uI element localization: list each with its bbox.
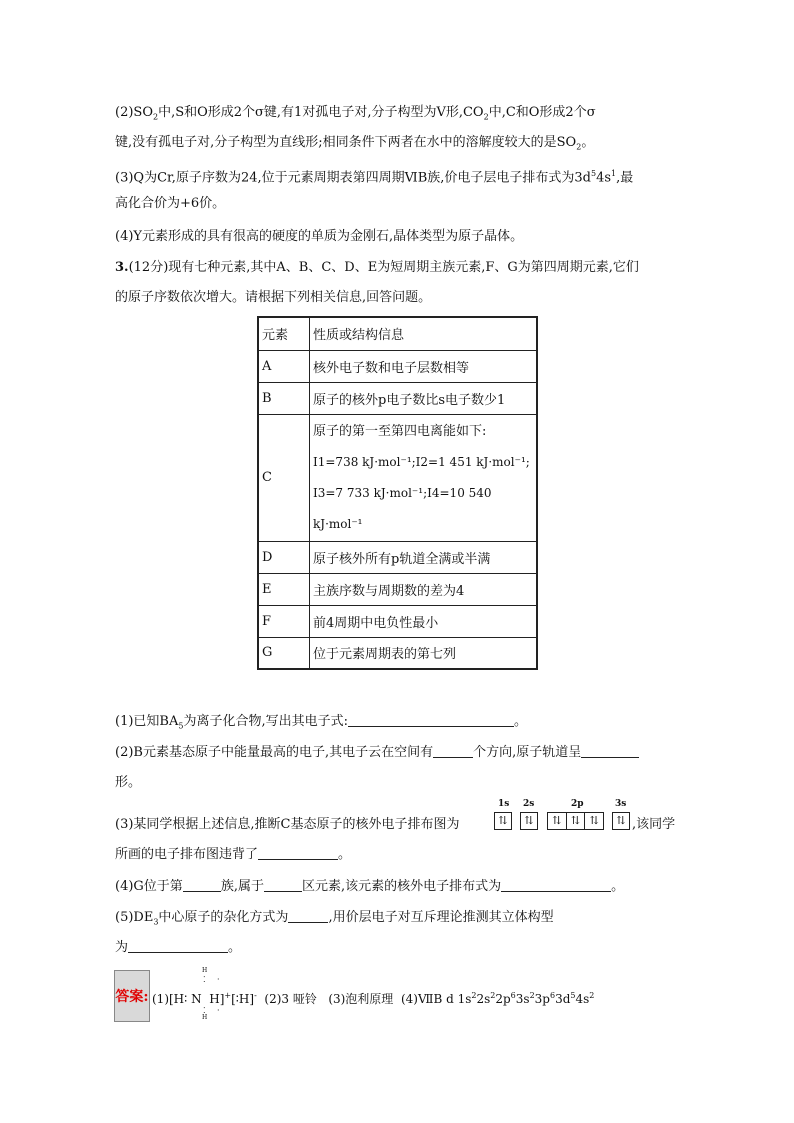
table-header-row — [258, 317, 537, 350]
table-row — [258, 637, 537, 669]
table-row — [258, 573, 537, 605]
text: 4s — [575, 992, 590, 1006]
text: [∶H] — [231, 992, 255, 1006]
table-header-cell: 元素 — [258, 317, 310, 350]
sup: 6 — [510, 991, 516, 1000]
answer-blank[interactable] — [258, 845, 338, 860]
sub: 2 — [152, 112, 159, 122]
sup: 2 — [529, 991, 535, 1000]
table-cell-element: G — [258, 637, 310, 669]
sup: 6 — [549, 991, 556, 1000]
nitrogen-symbol: N — [191, 992, 202, 1006]
table-cell-info: 原子核外所有p轨道全满或半满 — [310, 541, 538, 573]
text: 中,S和O形成2个σ键,有1对孤电子对,分子构型为V形,CO — [158, 105, 484, 120]
text: 为 — [115, 940, 129, 955]
question-number: 3. — [115, 260, 129, 275]
table-cell-element: A — [258, 350, 310, 382]
text: 2p — [495, 992, 511, 1006]
sub: 3 — [153, 917, 159, 927]
text: 3d — [555, 992, 571, 1006]
subq4 — [115, 877, 624, 897]
text: (3)泡利原理 — [328, 992, 394, 1006]
answer-blank[interactable] — [581, 743, 639, 758]
text: ,最 — [616, 170, 634, 186]
text: 所画的电子排布图违背了 — [115, 847, 259, 862]
text: 4s — [596, 170, 612, 186]
text: 。 — [513, 714, 527, 729]
para2-line1 — [115, 103, 596, 128]
sup: 2 — [490, 991, 496, 1000]
table-cell-element: B — [258, 382, 310, 414]
text: 键,没有孤电子对,分子构型为直线形;相同条件下两者在水中的溶解度较大的是SO — [115, 135, 577, 150]
text: (5)DE — [115, 910, 154, 925]
sup: 5 — [570, 991, 576, 1000]
text: 个方向,原子轨道呈 — [473, 745, 582, 760]
answer-blank[interactable] — [288, 908, 328, 923]
subq3-tail: ,该同学 — [632, 817, 676, 832]
table-row — [258, 541, 537, 573]
text: 。 — [228, 940, 242, 955]
electron-dot-icon: · — [217, 975, 220, 984]
table-cell-element: F — [258, 605, 310, 637]
orbital-box-1s — [494, 812, 512, 830]
text: (3)某同学根据上述信息,推断C基态原子的核外电子排布图为 — [115, 817, 460, 832]
text: 。 — [581, 135, 595, 150]
sup: 1 — [611, 169, 617, 178]
text: 族,属于 — [220, 879, 264, 894]
orbital-box-2p — [547, 812, 604, 830]
sup: 2 — [471, 991, 477, 1000]
text: 3p — [534, 992, 550, 1006]
q3-line2: 的原子序数依次增大。请根据下列相关信息,回答问题。 — [115, 290, 432, 305]
text: 3s — [515, 992, 530, 1006]
subq5 — [115, 908, 554, 933]
table-cell-info: 核外电子数和电子层数相等 — [310, 350, 538, 382]
text: (2)SO — [115, 105, 153, 120]
answer-blank[interactable] — [501, 877, 611, 892]
ionization-line: I3=7 733 kJ·mol⁻¹;I4=10 540 — [313, 485, 492, 500]
table-row — [258, 350, 537, 382]
text: ,用价层电子对互斥理论推测其立体构型 — [328, 910, 554, 925]
answer-blank[interactable] — [264, 877, 302, 892]
table-cell-info: 前4周期中电负性最小 — [310, 605, 538, 637]
electron-dot-icon: · — [217, 1006, 220, 1015]
para3-line1 — [115, 164, 633, 188]
answer-blank[interactable] — [128, 938, 228, 953]
text: (4)G位于第 — [115, 879, 183, 894]
para4: (4)Y元素形成的具有很高的硬度的单质为金刚石,晶体类型为原子晶体。 — [115, 229, 524, 244]
table-cell-element: E — [258, 573, 310, 605]
para3-line2: 高化合价为+6价。 — [115, 196, 226, 211]
electron-pair-icon: ⇅ — [589, 814, 599, 827]
subq2-line2: 形。 — [115, 775, 142, 790]
table-cell-info: 位于元素周期表的第七列 — [310, 637, 538, 669]
answer-blank[interactable] — [183, 877, 221, 892]
table-row — [258, 414, 537, 541]
text: 中心原子的杂化方式为 — [158, 910, 289, 925]
text: (1)[H∶ — [152, 992, 188, 1006]
text: (4)ⅦB d 1s — [400, 992, 472, 1006]
orbital-label-2s: 2s — [523, 799, 535, 809]
q3-line1 — [115, 258, 639, 278]
electron-pair-icon: ⇅ — [616, 814, 626, 827]
electron-pair-icon: ⇅ — [524, 814, 534, 827]
subq1 — [115, 712, 527, 737]
text: 中,C和O形成2个σ — [488, 105, 596, 120]
table-cell-element: C — [258, 414, 310, 541]
text: (2)3 哑铃 — [264, 992, 317, 1006]
subq3 — [115, 815, 460, 835]
answer-badge: 答案: — [114, 970, 150, 1022]
electron-pair-icon: ⇅ — [498, 814, 508, 827]
table-row — [258, 605, 537, 637]
text: 区元素,该元素的核外电子排布式为 — [301, 879, 502, 894]
sup: + — [224, 991, 232, 1000]
answer-blank[interactable] — [348, 712, 514, 727]
table-cell-info — [310, 414, 538, 541]
electron-dot-icon: ⁚ — [203, 1006, 206, 1015]
text: 2s — [476, 992, 491, 1006]
text: H] — [209, 992, 225, 1006]
para2-line2 — [115, 133, 594, 158]
sub: 2 — [483, 112, 489, 122]
subq2 — [115, 743, 639, 763]
orbital-label-2p: 2p — [571, 799, 584, 809]
orbital-label-3s: 3s — [615, 799, 627, 809]
table-cell-info: 主族序数与周期数的差为4 — [310, 573, 538, 605]
sup: 5 — [590, 169, 597, 178]
table-row — [258, 382, 537, 414]
text: (3)Q为Cr,原子序数为24,位于元素周期表第四周期ⅥB族,价电子层电子排布式为3d — [115, 170, 591, 186]
element-info-table — [257, 316, 538, 670]
text: (2)B元素基态原子中能量最高的电子,其电子云在空间有 — [115, 745, 434, 760]
ionization-line: I1=738 kJ·mol⁻¹;I2=1 451 kJ·mol⁻¹; — [313, 454, 530, 469]
text: (1)已知BA — [115, 714, 179, 729]
sup: - — [254, 991, 257, 1000]
subq5-line2 — [115, 938, 241, 958]
text: (12分)现有七种元素,其中A、B、C、D、E为短周期主族元素,F、G为第四周期元素,它们 — [128, 260, 639, 275]
orbital-label-1s: 1s — [498, 799, 510, 809]
text: 。 — [338, 847, 352, 862]
text: 为离子化合物,写出其电子式: — [183, 714, 348, 729]
ionization-line: kJ·mol⁻¹ — [313, 516, 363, 531]
orbital-box-2s — [520, 812, 538, 830]
subq3-line2 — [115, 845, 351, 865]
ionization-line: 原子的第一至第四电离能如下: — [313, 423, 487, 439]
electron-pair-icon: ⇅ — [567, 813, 586, 829]
text: 。 — [611, 879, 625, 894]
electron-dot-icon: ⁚ — [203, 975, 206, 984]
sub: 5 — [178, 721, 184, 731]
orbital-box-3s — [612, 812, 630, 830]
answer-blank[interactable] — [433, 743, 473, 758]
h-label-bottom: H — [202, 1014, 208, 1021]
table-cell-element: D — [258, 541, 310, 573]
table-header-cell: 性质或结构信息 — [310, 317, 538, 350]
h-label-top: H — [202, 967, 208, 974]
electron-pair-icon: ⇅ — [548, 813, 567, 829]
sub: 2 — [576, 142, 582, 152]
table-cell-info: 原子的核外p电子数比s电子数少1 — [310, 382, 538, 414]
sup: 2 — [589, 991, 595, 1000]
